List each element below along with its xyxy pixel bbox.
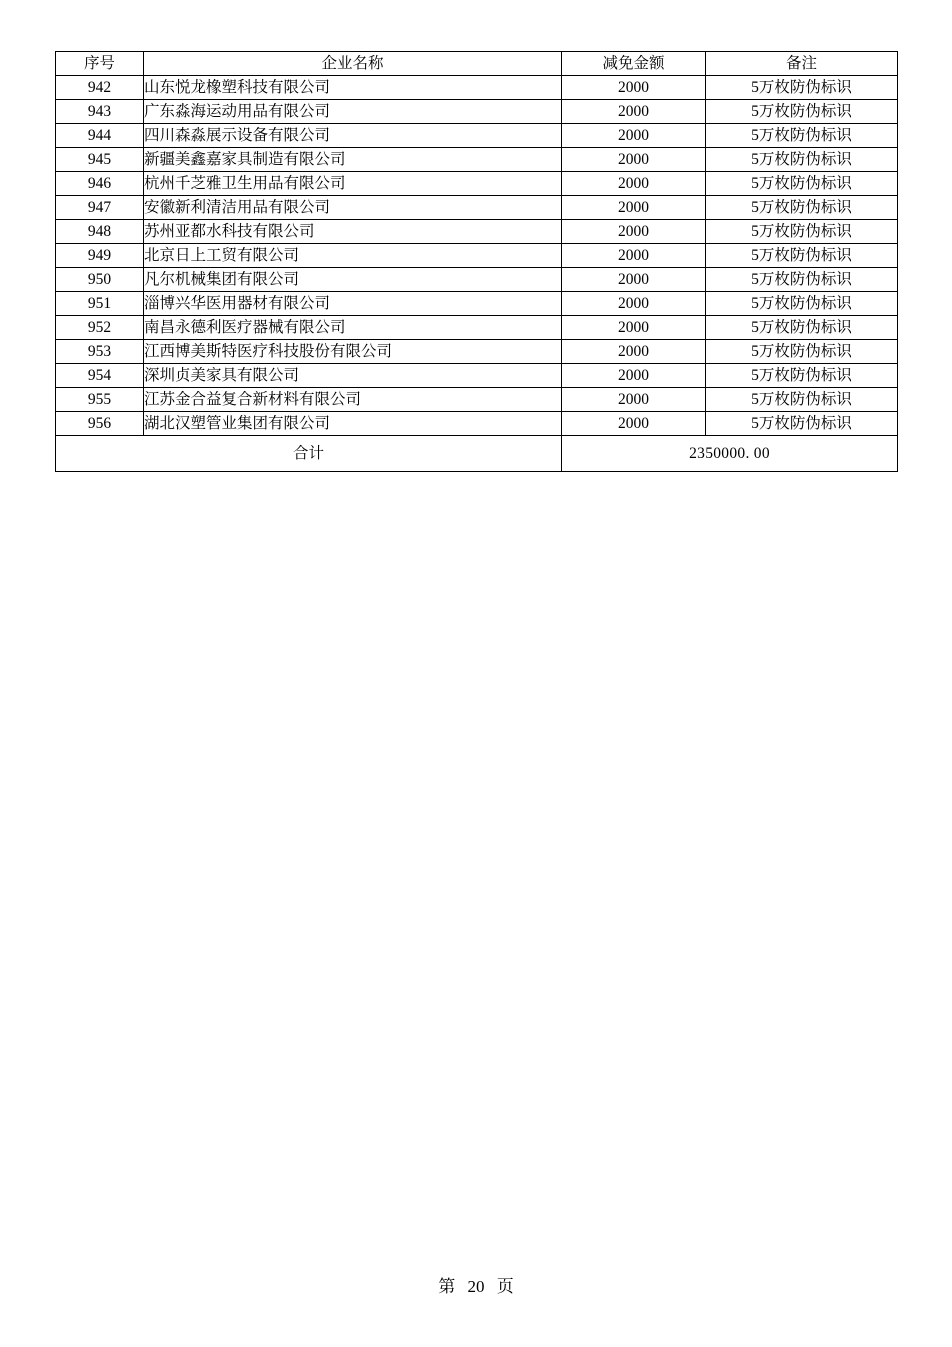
table-row	[56, 124, 898, 148]
table-body	[56, 76, 898, 472]
cell-note: 5万枚防伪标识	[706, 388, 898, 412]
cell-company-name: 江苏金合益复合新材料有限公司	[144, 388, 562, 412]
table-total-row	[56, 436, 898, 472]
cell-note: 5万枚防伪标识	[706, 148, 898, 172]
table-header	[56, 52, 898, 76]
table-row	[56, 412, 898, 436]
cell-amount: 2000	[562, 76, 706, 100]
cell-company-name: 南昌永德利医疗器械有限公司	[144, 316, 562, 340]
cell-amount: 2000	[562, 220, 706, 244]
table-row	[56, 100, 898, 124]
cell-amount: 2000	[562, 148, 706, 172]
fee-reduction-table	[55, 51, 898, 472]
cell-company-name: 广东淼海运动用品有限公司	[144, 100, 562, 124]
cell-company-name: 淄博兴华医用器材有限公司	[144, 292, 562, 316]
cell-index: 949	[56, 244, 144, 268]
cell-note: 5万枚防伪标识	[706, 412, 898, 436]
table-header-row	[56, 52, 898, 76]
cell-index: 944	[56, 124, 144, 148]
table-row	[56, 244, 898, 268]
cell-note: 5万枚防伪标识	[706, 196, 898, 220]
cell-amount: 2000	[562, 268, 706, 292]
table-row	[56, 148, 898, 172]
cell-note: 5万枚防伪标识	[706, 124, 898, 148]
column-header-index: 序号	[56, 52, 144, 76]
cell-company-name: 苏州亚都水科技有限公司	[144, 220, 562, 244]
column-header-amount: 减免金额	[562, 52, 706, 76]
cell-index: 948	[56, 220, 144, 244]
cell-amount: 2000	[562, 388, 706, 412]
column-header-note: 备注	[706, 52, 898, 76]
total-value: 2350000. 00	[562, 436, 898, 472]
cell-company-name: 杭州千芝雅卫生用品有限公司	[144, 172, 562, 196]
cell-amount: 2000	[562, 196, 706, 220]
table-row	[56, 220, 898, 244]
cell-index: 942	[56, 76, 144, 100]
cell-index: 953	[56, 340, 144, 364]
table-row	[56, 388, 898, 412]
cell-company-name: 安徽新利清洁用品有限公司	[144, 196, 562, 220]
cell-note: 5万枚防伪标识	[706, 340, 898, 364]
cell-note: 5万枚防伪标识	[706, 172, 898, 196]
table-row	[56, 292, 898, 316]
cell-company-name: 山东悦龙橡塑科技有限公司	[144, 76, 562, 100]
table-row	[56, 196, 898, 220]
cell-amount: 2000	[562, 340, 706, 364]
column-header-name: 企业名称	[144, 52, 562, 76]
cell-note: 5万枚防伪标识	[706, 268, 898, 292]
footer-suffix: 页	[496, 1277, 514, 1296]
cell-note: 5万枚防伪标识	[706, 220, 898, 244]
cell-amount: 2000	[562, 244, 706, 268]
cell-note: 5万枚防伪标识	[706, 364, 898, 388]
cell-company-name: 凡尔机械集团有限公司	[144, 268, 562, 292]
cell-note: 5万枚防伪标识	[706, 292, 898, 316]
cell-index: 943	[56, 100, 144, 124]
cell-company-name: 新疆美鑫嘉家具制造有限公司	[144, 148, 562, 172]
cell-amount: 2000	[562, 316, 706, 340]
cell-amount: 2000	[562, 100, 706, 124]
cell-company-name: 北京日上工贸有限公司	[144, 244, 562, 268]
cell-company-name: 四川森淼展示设备有限公司	[144, 124, 562, 148]
cell-index: 946	[56, 172, 144, 196]
table-row	[56, 316, 898, 340]
cell-index: 947	[56, 196, 144, 220]
cell-index: 945	[56, 148, 144, 172]
cell-note: 5万枚防伪标识	[706, 316, 898, 340]
table-row	[56, 268, 898, 292]
cell-amount: 2000	[562, 124, 706, 148]
footer-prefix: 第	[438, 1277, 456, 1296]
footer-page-number: 20	[467, 1277, 485, 1296]
table-row	[56, 340, 898, 364]
cell-note: 5万枚防伪标识	[706, 244, 898, 268]
cell-index: 951	[56, 292, 144, 316]
table-row	[56, 76, 898, 100]
fee-reduction-table-container	[55, 51, 897, 472]
cell-amount: 2000	[562, 172, 706, 196]
cell-company-name: 深圳贞美家具有限公司	[144, 364, 562, 388]
cell-index: 955	[56, 388, 144, 412]
cell-company-name: 江西博美斯特医疗科技股份有限公司	[144, 340, 562, 364]
table-row	[56, 172, 898, 196]
cell-index: 952	[56, 316, 144, 340]
cell-note: 5万枚防伪标识	[706, 76, 898, 100]
cell-note: 5万枚防伪标识	[706, 100, 898, 124]
page-footer	[0, 1272, 952, 1297]
cell-index: 954	[56, 364, 144, 388]
total-label: 合计	[56, 436, 562, 472]
cell-amount: 2000	[562, 412, 706, 436]
cell-amount: 2000	[562, 292, 706, 316]
cell-company-name: 湖北汉塑管业集团有限公司	[144, 412, 562, 436]
table-row	[56, 364, 898, 388]
cell-amount: 2000	[562, 364, 706, 388]
cell-index: 956	[56, 412, 144, 436]
cell-index: 950	[56, 268, 144, 292]
